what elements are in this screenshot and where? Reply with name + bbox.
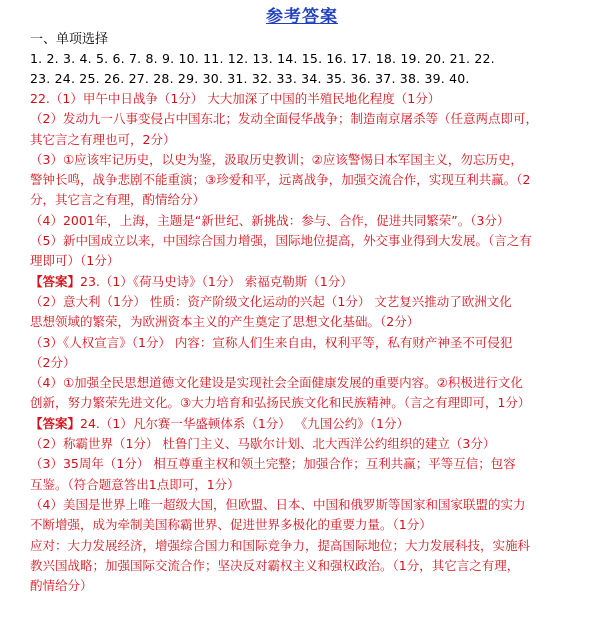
- answer-line-23: 【答案】23.（1）《荷马史诗》（1分） 索福克勒斯（1分）: [30, 273, 353, 289]
- answer-line: 22.（1）甲午中日战争（1分） 大大加深了中国的半殖民地化程度（1分）: [30, 91, 441, 106]
- answer-line: （4）美国是世界上唯一超级大国，但欧盟、日本、中国和俄罗斯等国家和国家联盟的实力: [30, 496, 526, 512]
- question-numbers-row-1: 1. 2. 3. 4. 5. 6. 7. 8. 9. 10. 11. 12. 13. 14. 15. 16. 17. 18. 19. 20. 21. 22.: [30, 51, 495, 66]
- answer-line: （3）35周年（1分） 相互尊重主权和领土完整；加强合作；互利共赢；平等互信；包容: [30, 456, 516, 472]
- answer-tag: 【答案】: [30, 415, 81, 431]
- answer-line: 应对：大力发展经济，增强综合国力和国际竞争力，提高国际地位；大力发展科技，实施科: [30, 537, 531, 553]
- answer-line: 教兴国战略；加强国际交流合作；坚决反对霸权主义和强权政治。（1分，其它言之有理，: [30, 557, 520, 573]
- answer-line: 警钟长鸣，战争悲剧不能重演；③珍爱和平，远离战争，加强交流合作，实现互利共赢。（2: [30, 172, 531, 188]
- answer-line: 理即可）（1分）: [30, 253, 120, 269]
- answer-line: （5）新中国成立以来，中国综合国力增强，国际地位提高，外交事业得到大发展。（言之有: [30, 233, 532, 249]
- page-title: 参考答案: [266, 7, 338, 27]
- answer-line: （4）①加强全民思想道德文化建设是实现社会全面健康发展的重要内容。②积极进行文化: [30, 375, 523, 391]
- answer-line: （3）《人权宣言》（1分） 内容：宣称人们生来自由，权利平等，私有财产神圣不可侵犯: [30, 334, 513, 350]
- answer-line-24: 【答案】24.（1）凡尔赛一华盛顿体系（1分） 《九国公约》（1分）: [30, 415, 409, 431]
- answer-line: （2）称霸世界（1分） 杜鲁门主义、马歇尔计划、北大西洋公约组织的建立（3分）: [30, 436, 496, 452]
- answer-line: 不断增强，成为牵制美国称霸世界、促进世界多极化的重要力量。（1分）: [30, 517, 432, 533]
- answer-line: （4）2001年，上海，主题是“新世纪、新挑战：参与、合作，促进共同繁荣”。（3分）: [30, 212, 510, 228]
- question-numbers-row-2: 23. 24. 25. 26. 27. 28. 29. 30. 31. 32. 33. 34. 35. 36. 37. 38. 39. 40.: [30, 71, 470, 86]
- section-heading: 一、单项选择: [30, 32, 109, 47]
- answer-line: 分，其它言之有理，酌情给分）: [30, 192, 206, 208]
- answer-line: （2）意大利（1分） 性质：资产阶级文化运动的兴起（1分） 文艺复兴推动了欧洲文化: [30, 293, 512, 309]
- answer-tag: 【答案】: [30, 273, 81, 289]
- answer-block: [30, 89, 574, 596]
- answer-line: 酌情给分）: [30, 578, 93, 594]
- answer-line: （2）发动九一八事变侵占中国东北；发动全面侵华战争；制造南京屠杀等（任意两点即可，: [30, 111, 538, 127]
- answer-line: 其它言之有理也可，2分）: [30, 131, 176, 147]
- answer-line: （2分）: [30, 354, 76, 370]
- answer-line: 思想领域的繁荣，为欧洲资本主义的产生奠定了思想文化基础。（2分）: [30, 314, 420, 330]
- answer-line: 互鉴。（符合题意答出1点即可，1分）: [30, 476, 240, 492]
- answer-line: 创新，努力繁荣先进文化。③大力培育和弘扬民族文化和民族精神。（言之有理即可，1分）: [30, 395, 531, 411]
- answer-line: （3）①应该牢记历史，以史为鉴，汲取历史教训；②应该警惕日本军国主义，勿忘历史，: [30, 151, 523, 167]
